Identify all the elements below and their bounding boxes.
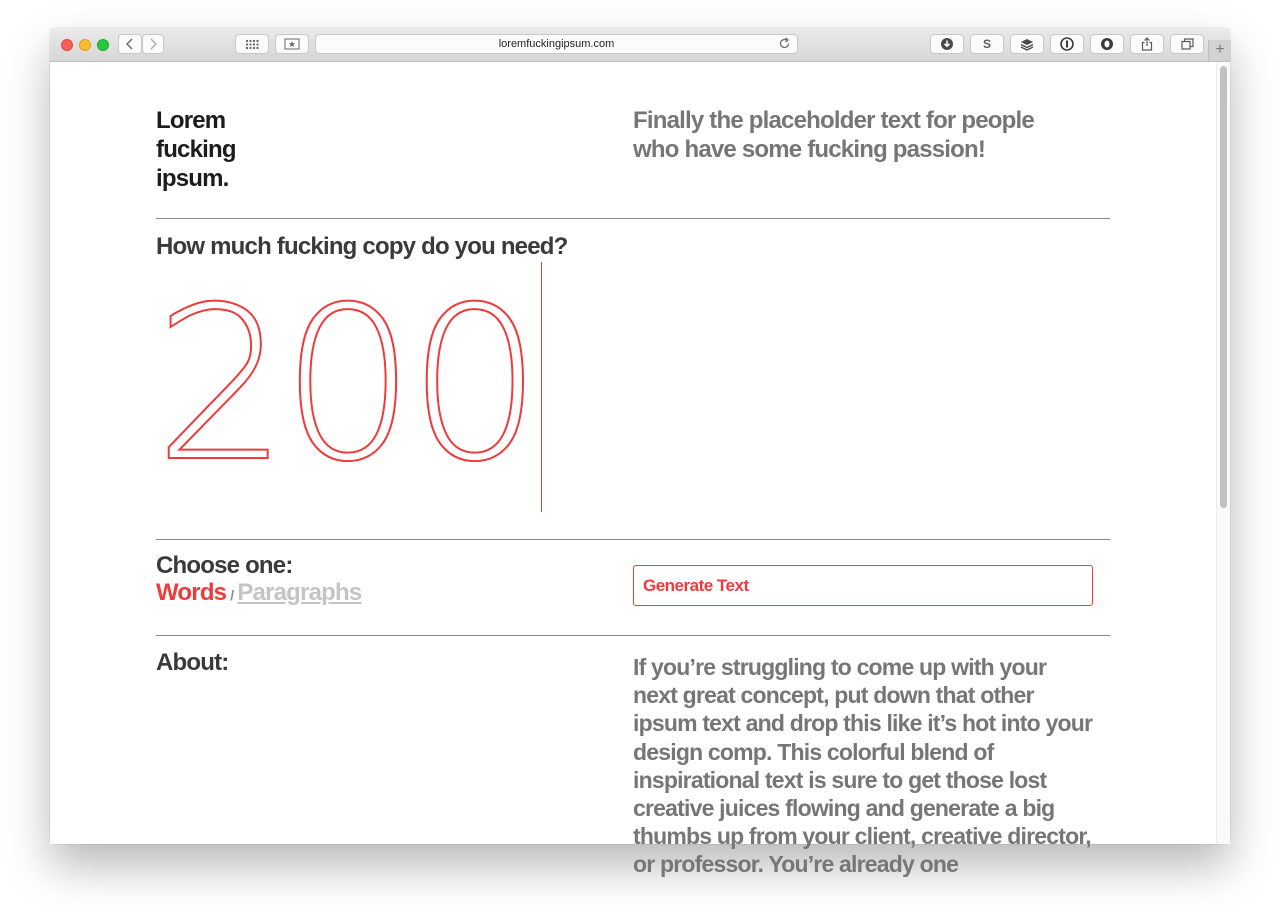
browser-window <box>50 28 1230 878</box>
maximize-window-button[interactable] <box>97 39 109 51</box>
site-tagline: Finally the placeholder text for people who have some fucking passion! <box>633 107 1034 163</box>
copy-amount-question: How much fucking copy do you need? <box>156 233 568 260</box>
copy-amount-value[interactable]: 200 <box>154 261 535 508</box>
ghost-icon <box>1100 37 1114 51</box>
tabs-icon <box>1181 38 1194 50</box>
divider <box>156 218 1110 219</box>
browser-toolbar <box>50 28 1230 62</box>
plus-icon: + <box>1215 41 1225 58</box>
download-icon <box>940 37 954 51</box>
scrollbar[interactable] <box>1216 62 1230 844</box>
divider <box>156 635 1110 636</box>
ghostery-button[interactable] <box>1090 34 1124 54</box>
password-manager-icon <box>1060 37 1074 51</box>
generate-text-button[interactable]: Generate Text <box>633 565 1093 606</box>
divider <box>156 539 1110 540</box>
copy-amount-input[interactable] <box>154 262 542 512</box>
about-label: About: <box>156 649 229 676</box>
about-text: If you’re struggling to come up with your next great concept, put down that other ipsum text and drop this like it’s hot into your design comp. This colorful blend of inspirational text is sure to get those lost creative juices flowing and generate a big thumbs up from your client, creative director, or professor. You’re already one <box>633 654 1093 878</box>
password-manager-button[interactable] <box>1050 34 1084 54</box>
downloads-button[interactable] <box>930 34 964 54</box>
extension-layers-button[interactable] <box>1010 34 1044 54</box>
option-words[interactable]: Words <box>156 579 227 606</box>
option-separator: / <box>230 587 234 603</box>
extension-s-label: S <box>982 37 991 51</box>
site-logo[interactable] <box>156 106 276 193</box>
scrollbar-thumb[interactable] <box>1220 66 1227 508</box>
top-sites-button[interactable] <box>235 34 269 54</box>
extension-s-button[interactable] <box>970 34 1004 54</box>
reload-icon[interactable] <box>778 37 791 50</box>
address-bar[interactable] <box>315 34 798 54</box>
text-caret <box>541 262 542 512</box>
back-button[interactable] <box>118 34 142 54</box>
minimize-window-button[interactable] <box>79 39 91 51</box>
bookmark-star-icon <box>284 38 300 50</box>
url-text: loremfuckingipsum.com <box>498 38 615 50</box>
page-viewport <box>50 62 1230 878</box>
logo-line: fucking <box>156 136 236 163</box>
page-body <box>50 62 1216 878</box>
option-paragraphs[interactable]: Paragraphs <box>237 579 362 606</box>
unit-selector <box>156 579 361 609</box>
logo-line: Lorem <box>156 107 226 134</box>
share-button[interactable] <box>1130 34 1164 54</box>
chevron-left-icon <box>125 38 135 50</box>
close-window-button[interactable] <box>61 39 73 51</box>
share-icon <box>1141 37 1153 51</box>
logo-line: ipsum. <box>156 165 229 192</box>
tab-overview-button[interactable] <box>1170 34 1204 54</box>
chevron-right-icon <box>148 38 158 50</box>
grid-icon <box>245 39 259 49</box>
layers-icon <box>1020 38 1034 51</box>
bookmarks-button[interactable] <box>275 34 309 54</box>
new-tab-button[interactable] <box>1208 40 1231 61</box>
forward-button[interactable] <box>142 34 164 54</box>
choose-one-label: Choose one: <box>156 552 293 579</box>
